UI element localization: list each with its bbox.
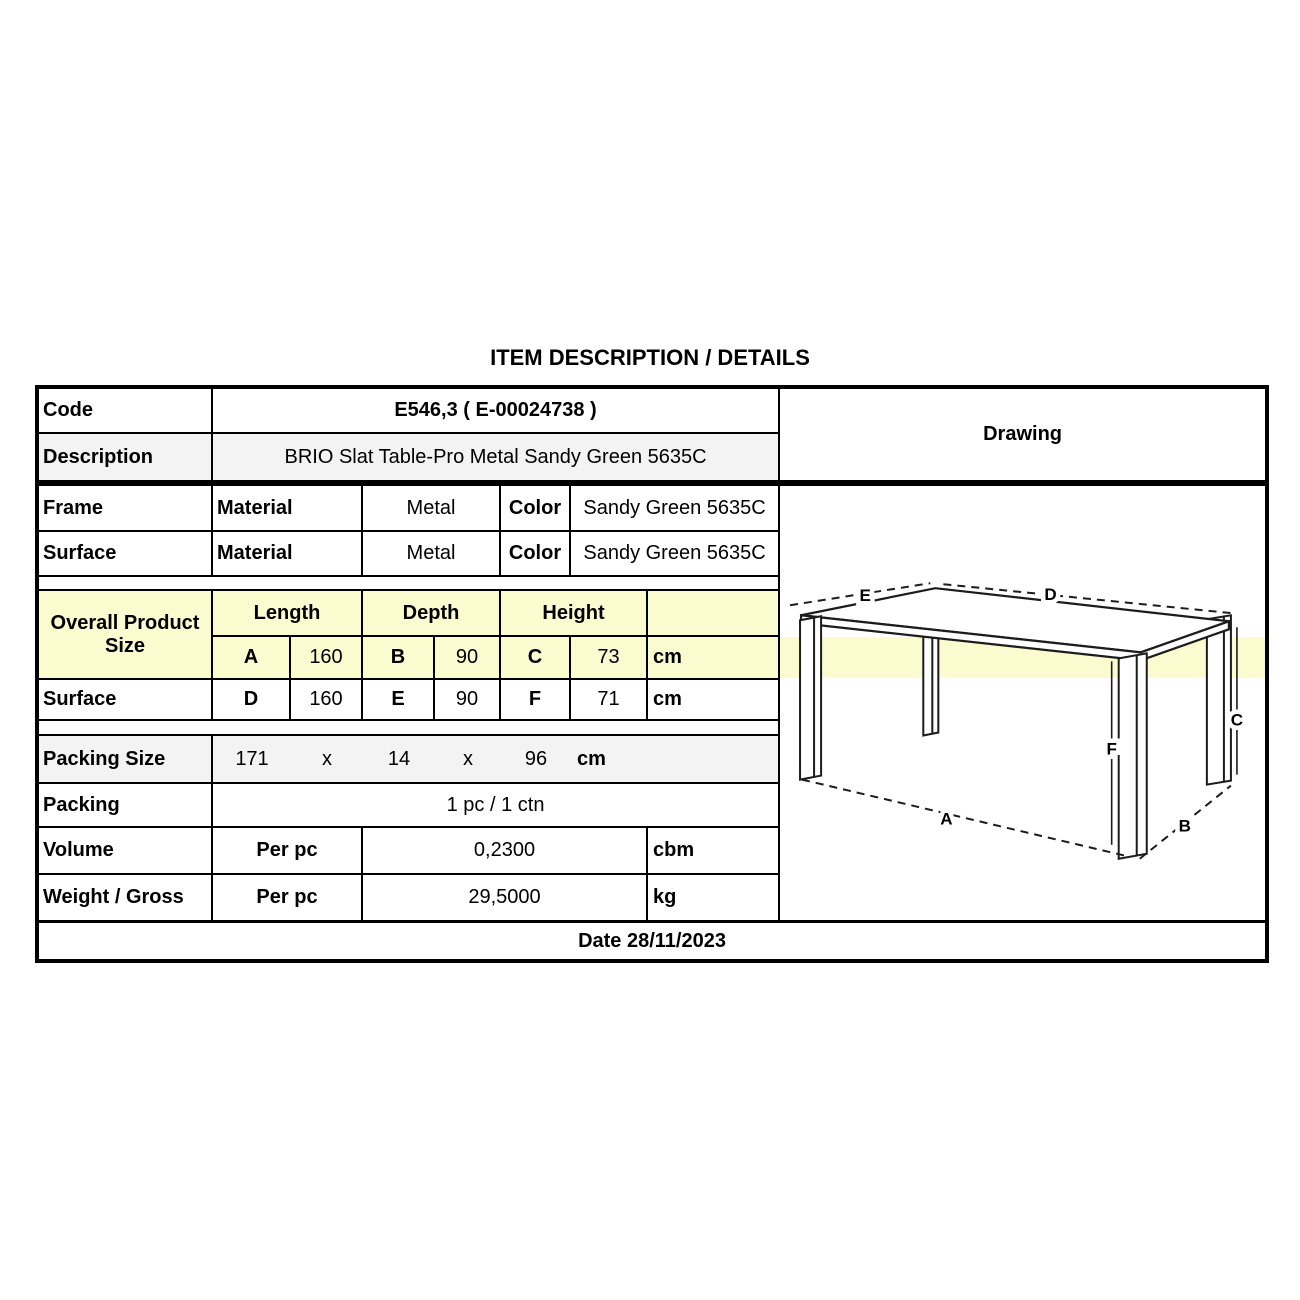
code-value: E546,3 ( E-00024738 ) xyxy=(212,387,779,433)
packing-sep2: x xyxy=(463,747,473,770)
packing-sep1: x xyxy=(322,747,332,770)
frame-row xyxy=(37,483,1267,531)
packing-dim1: 171 xyxy=(235,747,269,770)
frame-material-label: Material xyxy=(212,483,362,531)
packing-size-values xyxy=(212,735,779,783)
dim-b-value: 90 xyxy=(434,636,500,679)
code-label: Code xyxy=(37,387,212,433)
dim-f-key: F xyxy=(500,679,570,720)
weight-value: 29,5000 xyxy=(362,874,647,921)
dim-a-value: 160 xyxy=(290,636,362,679)
dim-f-value: 71 xyxy=(570,679,647,720)
packing-dim3: 96 xyxy=(524,747,548,770)
dim-label-b: B xyxy=(1178,816,1192,836)
overall-size-label: Overall Product Size xyxy=(37,590,212,679)
dim-label-e: E xyxy=(859,586,871,606)
date-row xyxy=(37,921,1267,961)
size-header-empty-cell xyxy=(647,590,779,636)
dim-line-a xyxy=(802,780,1130,857)
dim-a-key: A xyxy=(212,636,290,679)
surface-size-unit: cm xyxy=(647,679,1267,720)
frame-label: Frame xyxy=(37,483,212,531)
packing-size-unit: cm xyxy=(577,747,606,770)
overall-size-unit: cm xyxy=(647,636,1267,679)
length-header: Length xyxy=(212,590,362,636)
table-leg-front-left xyxy=(800,616,821,779)
drawing-header: Drawing xyxy=(779,387,1267,483)
description-label: Description xyxy=(37,433,212,483)
dim-c-value: 73 xyxy=(570,636,647,679)
surface-color-label: Color xyxy=(500,531,570,576)
volume-unit: cbm xyxy=(647,827,779,874)
dim-label-d: D xyxy=(1044,585,1057,605)
frame-color-value: Sandy Green 5635C xyxy=(570,483,779,531)
description-value: BRIO Slat Table-Pro Metal Sandy Green 5635C xyxy=(212,433,779,483)
code-row xyxy=(37,387,1267,433)
volume-label: Volume xyxy=(37,827,212,874)
item-details-table xyxy=(35,385,1269,963)
dim-d-key: D xyxy=(212,679,290,720)
weight-unit: kg xyxy=(647,874,779,921)
surface-size-row xyxy=(37,679,1267,720)
table-leg-right-rear xyxy=(1207,615,1231,784)
packing-size-label: Packing Size xyxy=(37,735,212,783)
date-value: Date 28/11/2023 xyxy=(37,921,1267,961)
dim-d-value: 160 xyxy=(290,679,362,720)
surface-label: Surface xyxy=(37,531,212,576)
dim-label-c: C xyxy=(1230,710,1244,730)
dim-e-key: E xyxy=(362,679,434,720)
weight-label: Weight / Gross xyxy=(37,874,212,921)
volume-value: 0,2300 xyxy=(362,827,647,874)
surface-color-value: Sandy Green 5635C xyxy=(570,531,779,576)
table-leg-back-left xyxy=(923,630,938,735)
height-header: Height xyxy=(500,590,647,636)
surface-material-value: Metal xyxy=(362,531,500,576)
dim-c-key: C xyxy=(500,636,570,679)
dim-label-a: A xyxy=(940,809,953,829)
dim-b-key: B xyxy=(362,636,434,679)
packing-dim2: 14 xyxy=(387,747,411,770)
frame-material-value: Metal xyxy=(362,483,500,531)
weight-per-label: Per pc xyxy=(212,874,362,921)
frame-color-label: Color xyxy=(500,483,570,531)
depth-header: Depth xyxy=(362,590,500,636)
page-title: ITEM DESCRIPTION / DETAILS xyxy=(490,345,810,370)
surface-size-label: Surface xyxy=(37,679,212,720)
surface-material-label: Material xyxy=(212,531,362,576)
packing-label: Packing xyxy=(37,783,212,827)
dim-label-f: F xyxy=(1106,739,1117,759)
packing-value: 1 pc / 1 ctn xyxy=(212,783,779,827)
volume-per-label: Per pc xyxy=(212,827,362,874)
table-leg-front-right xyxy=(1119,653,1147,858)
dim-e-value: 90 xyxy=(434,679,500,720)
